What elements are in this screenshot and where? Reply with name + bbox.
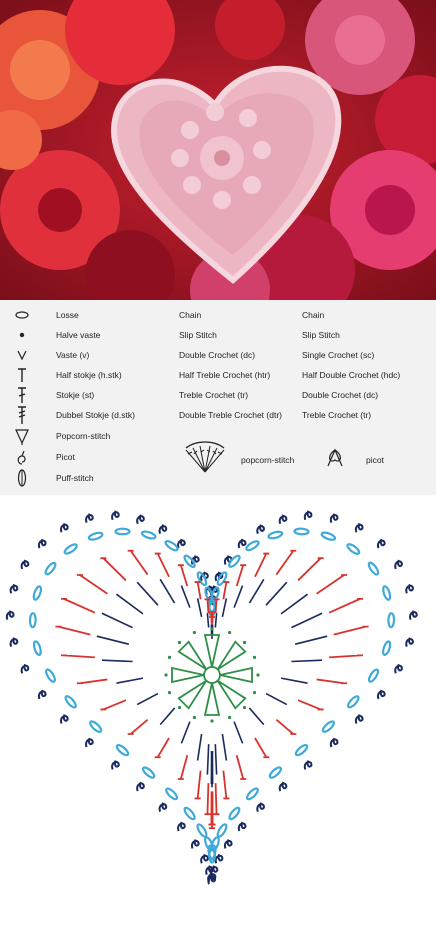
- chain-stitch: [367, 668, 379, 683]
- picot-stitch: [239, 539, 246, 548]
- double-crochet-stitch: [160, 708, 174, 725]
- double-crochet-stitch: [160, 579, 174, 603]
- legend-us: Double Crochet (dc): [302, 390, 378, 400]
- slip-stitch: [178, 706, 181, 709]
- slip-stitch: [228, 716, 231, 719]
- picot-stitch: [406, 638, 413, 647]
- chain-stitch: [367, 561, 380, 576]
- picot-stitch: [112, 760, 119, 769]
- slip-stitch: [168, 656, 171, 659]
- double-crochet-stitch: [215, 744, 216, 774]
- treble-stitch: [317, 679, 348, 683]
- picot-stitch: [39, 690, 46, 699]
- treble-stitch: [195, 582, 201, 599]
- picot-stitch: [257, 525, 264, 534]
- chain-symbol-icon: [12, 305, 32, 325]
- legend-row-slip-stitch: [0, 325, 436, 345]
- treble-stitch: [255, 554, 269, 577]
- popcorn-example-label: popcorn-stitch: [241, 455, 294, 465]
- single-crochet-symbol-icon: [12, 345, 32, 365]
- picot-stitch: [410, 611, 417, 620]
- double-crochet-stitch: [207, 744, 208, 774]
- double-crochet-stitch: [291, 660, 322, 661]
- stitch-legend: [0, 300, 436, 495]
- legend-us: Slip Stitch: [302, 330, 340, 340]
- picot-stitch: [225, 839, 232, 848]
- treble-crochet-symbol-icon: [12, 405, 32, 425]
- picot-example-label: picot: [366, 455, 384, 465]
- popcorn-stitch: [205, 635, 219, 667]
- slip-stitch: [178, 641, 181, 644]
- treble-stitch: [128, 720, 148, 734]
- picot-example-icon: [323, 446, 347, 470]
- slip-stitch: [253, 656, 256, 659]
- legend-row-treble-crochet: [0, 405, 436, 425]
- treble-stitch: [61, 655, 95, 657]
- double-crochet-stitch: [249, 708, 263, 725]
- legend-uk: Slip Stitch: [179, 330, 217, 340]
- chain-stitch: [165, 787, 179, 801]
- double-crochet-stitch: [198, 734, 202, 761]
- legend-dutch: Half stokje (h.stk): [56, 370, 122, 380]
- picot-stitch: [39, 539, 46, 548]
- treble-stitch: [155, 738, 169, 757]
- double-crochet-stitch: [102, 613, 133, 627]
- legend-dutch: Stokje (st): [56, 390, 94, 400]
- treble-stitch: [317, 575, 348, 594]
- double-crochet-stitch: [234, 586, 242, 608]
- picot-stitch: [137, 515, 144, 524]
- treble-stitch: [100, 700, 126, 709]
- chain-stitch: [142, 766, 156, 779]
- legend-dutch: Halve vaste: [56, 330, 100, 340]
- slip-stitch: [243, 641, 246, 644]
- picot-stitch: [305, 760, 312, 769]
- treble-stitch: [61, 599, 95, 613]
- legend-row-single-crochet: [0, 345, 436, 365]
- picot-stitch: [395, 560, 402, 569]
- chain-stitch: [115, 743, 129, 756]
- double-crochet-stitch: [102, 660, 133, 661]
- legend-us: Half Double Crochet (hdc): [302, 370, 400, 380]
- chain-stitch: [245, 540, 260, 552]
- slip-stitch: [164, 673, 167, 676]
- picot-stitch: [356, 715, 363, 724]
- double-crochet-stitch: [181, 722, 189, 744]
- double-crochet-stitch: [295, 636, 327, 644]
- treble-stitch: [276, 551, 296, 575]
- double-crochet-stitch: [116, 594, 143, 614]
- double-crochet-symbol-icon: [12, 385, 32, 405]
- double-crochet-stitch: [207, 613, 208, 627]
- chain-stitch: [268, 766, 282, 779]
- picot-stitch: [7, 611, 14, 620]
- chain-stitch: [44, 561, 57, 575]
- double-crochet-stitch: [116, 678, 143, 683]
- legend-us: Chain: [302, 310, 324, 320]
- treble-stitch: [255, 738, 269, 757]
- chain-stitch: [116, 529, 130, 535]
- double-crochet-stitch: [281, 594, 308, 614]
- chain-stitch: [44, 668, 56, 683]
- picot-stitch: [280, 515, 287, 524]
- popcorn-stitch: [179, 642, 207, 670]
- chain-stitch: [88, 531, 103, 541]
- double-crochet-stitch: [181, 586, 189, 608]
- legend-dutch: Popcorn-stitch: [56, 431, 110, 441]
- double-crochet-stitch: [137, 694, 158, 705]
- double-crochet-stitch: [198, 598, 202, 617]
- popcorn-stitch: [172, 668, 204, 682]
- slip-stitch: [228, 631, 231, 634]
- treble-stitch: [128, 551, 148, 575]
- popcorn-stitch: [218, 681, 246, 709]
- treble-stitch: [77, 679, 108, 683]
- treble-stitch: [204, 783, 210, 814]
- chain-stitch: [216, 823, 228, 838]
- slip-stitch: [256, 673, 259, 676]
- picot-stitch: [331, 738, 338, 747]
- chain-stitch: [89, 720, 103, 734]
- slip-stitch: [168, 691, 171, 694]
- chain-stitch: [294, 743, 308, 756]
- slip-stitch: [253, 691, 256, 694]
- picot-stitch: [86, 514, 93, 523]
- popcorn-stitch-symbol-icon: [12, 426, 32, 446]
- half-double-crochet-symbol-icon: [12, 365, 32, 385]
- chain-stitch: [183, 806, 196, 820]
- picot-stitch: [61, 523, 68, 532]
- double-crochet-stitch: [281, 678, 308, 683]
- chain-stitch: [382, 586, 392, 601]
- legend-row-half-double-crochet: [0, 365, 436, 385]
- legend-row-chain: [0, 305, 436, 325]
- picot-stitch: [280, 782, 287, 791]
- double-crochet-stitch: [222, 598, 226, 617]
- slip-stitch: [193, 631, 196, 634]
- double-crochet-stitch: [137, 582, 158, 605]
- picot-stitch: [331, 514, 338, 523]
- picot-stitch: [11, 638, 18, 647]
- treble-stitch: [276, 720, 296, 734]
- picot-stitch: [178, 539, 185, 548]
- chain-stitch: [268, 530, 283, 539]
- treble-stitch: [77, 575, 108, 594]
- popcorn-stitch: [205, 683, 219, 715]
- picot-stitch: [257, 803, 264, 812]
- heart-crochet-chart: [0, 495, 436, 921]
- picot-stitch: [160, 803, 167, 812]
- treble-stitch: [237, 565, 246, 586]
- picot-stitch: [137, 782, 144, 791]
- treble-stitch: [214, 783, 220, 814]
- chain-stitch: [228, 806, 241, 820]
- double-crochet-stitch: [97, 636, 129, 644]
- legend-us: Single Crochet (sc): [302, 350, 374, 360]
- treble-stitch: [55, 627, 90, 635]
- slip-stitch: [243, 706, 246, 709]
- double-crochet-stitch: [249, 579, 263, 603]
- chain-stitch: [141, 530, 156, 540]
- chain-stitch: [64, 695, 77, 709]
- popcorn-stitch: [220, 668, 252, 682]
- treble-stitch: [223, 771, 229, 799]
- chain-stitch: [347, 695, 361, 709]
- treble-stitch: [329, 655, 363, 657]
- double-crochet-stitch: [234, 722, 242, 744]
- legend-us: Treble Crochet (tr): [302, 410, 371, 420]
- chain-stitch: [388, 613, 394, 627]
- double-crochet-stitch: [291, 613, 322, 627]
- picot-stitch: [378, 539, 385, 548]
- chain-stitch: [321, 720, 335, 734]
- chain-stitch: [204, 836, 215, 851]
- chain-stitch: [321, 531, 336, 541]
- popcorn-stitch: [179, 681, 207, 709]
- slip-stitch-symbol-icon: [12, 325, 32, 345]
- treble-stitch: [223, 582, 229, 599]
- legend-row-double-crochet: [0, 385, 436, 405]
- picot-stitch: [61, 715, 68, 724]
- chain-stitch: [246, 787, 260, 801]
- treble-stitch: [334, 627, 369, 635]
- picot-stitch: [406, 584, 413, 593]
- double-crochet-stitch: [222, 734, 226, 761]
- legend-uk: Treble Crochet (tr): [179, 390, 248, 400]
- chain-stitch: [33, 641, 42, 656]
- picot-stitch: [11, 584, 18, 593]
- legend-dutch: Losse: [56, 310, 79, 320]
- treble-stitch: [237, 755, 246, 779]
- slip-stitch: [210, 719, 213, 722]
- chain-stitch: [346, 543, 361, 556]
- picot-symbol-icon: [12, 447, 32, 467]
- double-crochet-stitch: [215, 613, 216, 627]
- picot-stitch: [22, 560, 29, 569]
- treble-stitch: [195, 771, 201, 799]
- picot-stitch: [86, 738, 93, 747]
- treble-stitch: [298, 558, 324, 580]
- chain-stitch: [164, 539, 179, 552]
- chain-stitch: [196, 823, 208, 838]
- picot-stitch: [239, 822, 246, 831]
- picot-stitch: [216, 854, 223, 863]
- legend-uk: Chain: [179, 310, 201, 320]
- picot-stitch: [201, 854, 208, 863]
- legend-uk: Double Treble Crochet (dtr): [179, 410, 282, 420]
- picot-stitch: [112, 511, 119, 520]
- chain-stitch: [294, 528, 308, 534]
- double-crochet-stitch: [266, 694, 287, 705]
- picot-stitch: [378, 690, 385, 699]
- picot-stitch: [395, 664, 402, 673]
- legend-dutch: Picot: [56, 452, 75, 462]
- popcorn-example-icon: [180, 440, 230, 476]
- double-crochet-stitch: [266, 582, 287, 605]
- chain-stitch: [32, 585, 42, 600]
- puff-stitch-symbol-icon: [12, 468, 32, 488]
- chain-stitch: [30, 613, 36, 627]
- picot-stitch: [160, 525, 167, 534]
- treble-stitch: [178, 565, 187, 586]
- treble-stitch: [298, 700, 324, 709]
- picot-stitch: [356, 523, 363, 532]
- legend-uk: Half Treble Crochet (htr): [179, 370, 270, 380]
- legend-dutch: Puff-stitch: [56, 473, 94, 483]
- picot-stitch: [178, 822, 185, 831]
- picot-stitch: [192, 839, 199, 848]
- picot-stitch: [305, 511, 312, 520]
- legend-dutch: Vaste (v): [56, 350, 89, 360]
- slip-stitch: [210, 627, 213, 630]
- treble-stitch: [100, 558, 126, 580]
- slip-stitch: [193, 716, 196, 719]
- legend-uk: Double Crochet (dc): [179, 350, 255, 360]
- treble-stitch: [155, 554, 169, 577]
- legend-dutch: Dubbel Stokje (d.stk): [56, 410, 135, 420]
- treble-stitch: [178, 755, 187, 779]
- crochet-heart-photo: [0, 0, 436, 300]
- treble-stitch: [329, 599, 363, 613]
- chain-stitch: [382, 641, 392, 656]
- chain-stitch: [63, 543, 78, 556]
- popcorn-stitch: [218, 642, 246, 670]
- picot-stitch: [22, 664, 29, 673]
- treble-stitch: [208, 791, 214, 824]
